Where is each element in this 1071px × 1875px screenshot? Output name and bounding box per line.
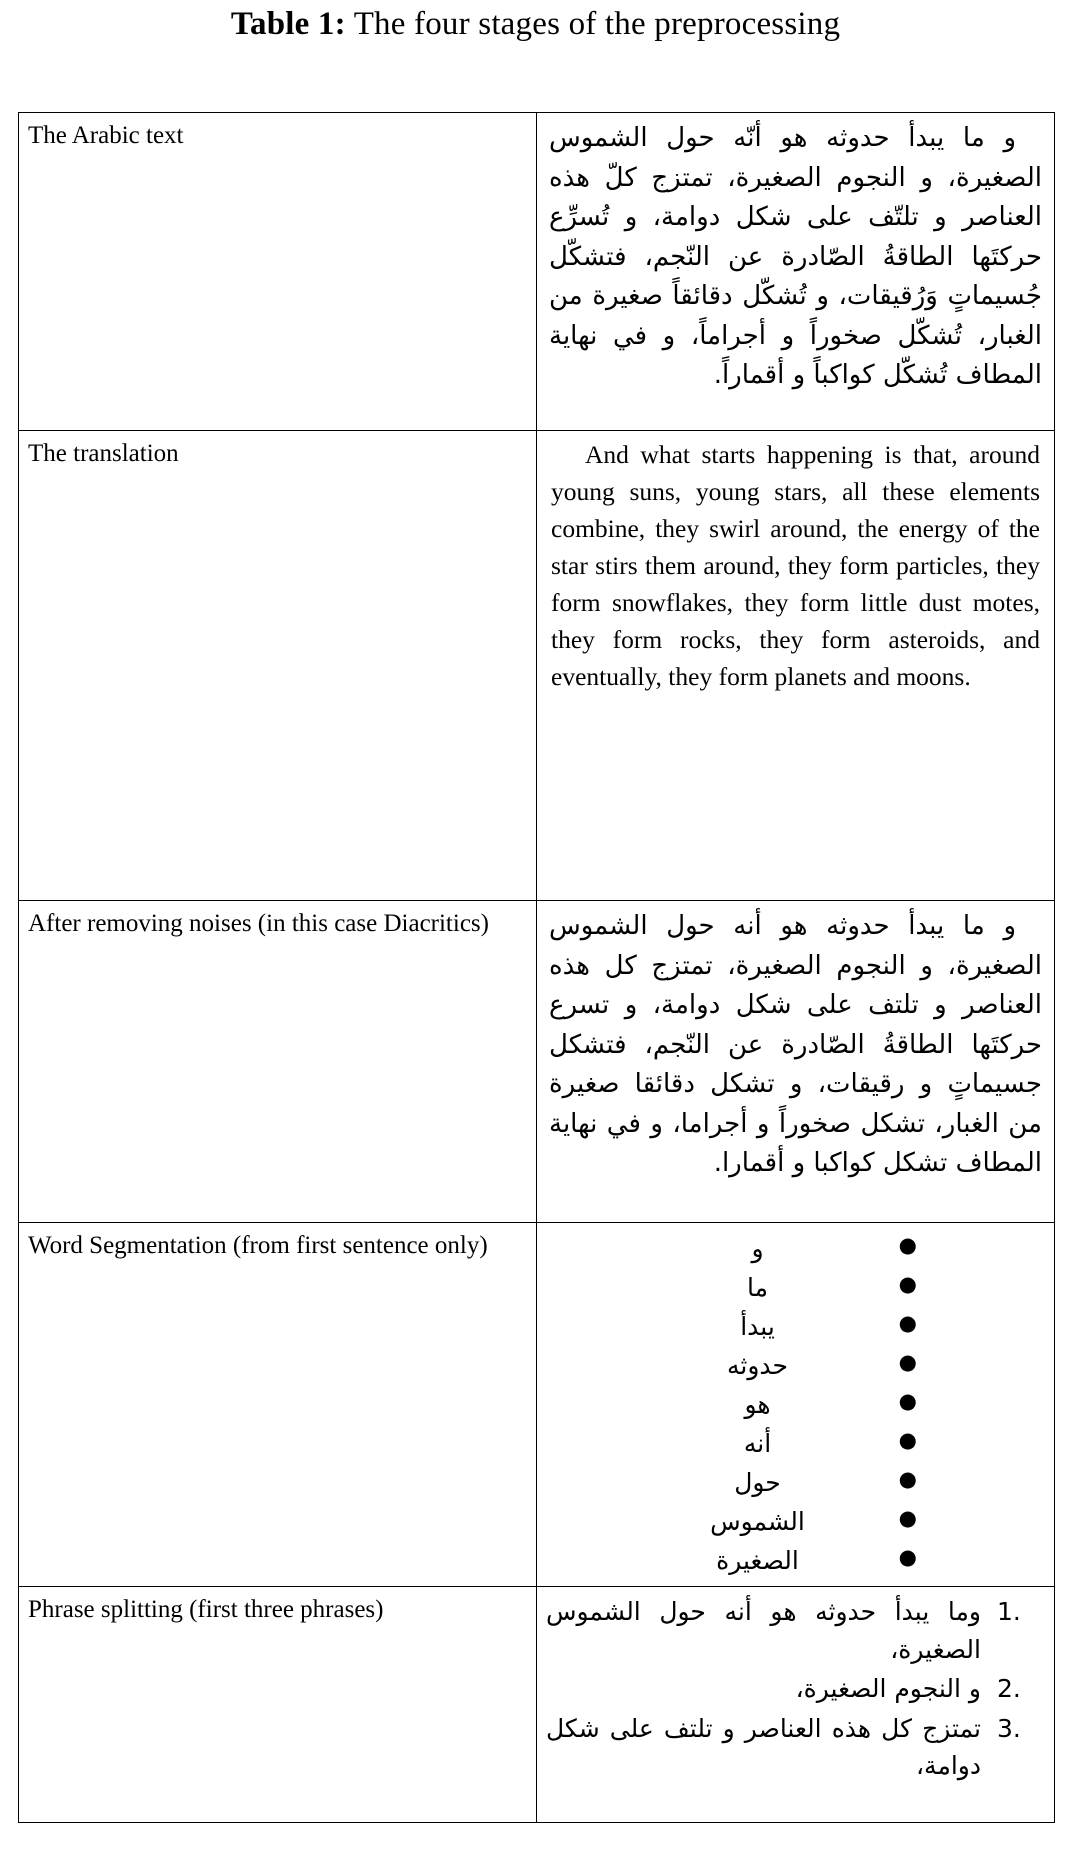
list-item-number: 1. xyxy=(997,1597,1021,1626)
row-value-arabic-text xyxy=(537,113,1055,431)
phrase-splitting-list xyxy=(546,1593,1045,1785)
table-row xyxy=(19,901,1055,1223)
word-segmentation-list xyxy=(546,1229,1045,1580)
list-item-label: الشموس xyxy=(710,1507,805,1536)
list-item-number: 3. xyxy=(997,1713,1021,1743)
bullet-icon: ● xyxy=(898,1311,917,1335)
arabic-source-paragraph: و ما يبدأ حدوثه هو أنّه حول الشموس الصغيرة، و النجوم الصغيرة، تمتزج كلّ هذه العناصر و تلتّف على شكل دوامة، و تُسرِّع حركتَها الطاقةُ الصّادرة عن النّجم، فتشكّل جُسيماتٍ وَرُقيقات، و تُشكّل دقائقاً صغيرة من الغبار، تُشكّل صخوراً و أجراماً، و في نهاية المطاف تُشكّل كواكباً و أقماراً. xyxy=(549,123,1042,391)
list-item xyxy=(546,1593,1045,1668)
row-value-word-segmentation xyxy=(537,1223,1055,1587)
bullet-icon: ● xyxy=(898,1428,917,1452)
row-label-after-removing-noises: After removing noises (in this case Diacritics) xyxy=(19,901,537,1223)
list-item-number: 2. xyxy=(997,1674,1021,1703)
caption-label: Table 1: xyxy=(230,6,346,42)
bullet-icon: ● xyxy=(898,1350,917,1374)
list-item xyxy=(546,1670,1045,1708)
row-value-phrase-splitting xyxy=(537,1587,1055,1823)
list-item-label: أنه xyxy=(743,1429,772,1458)
list-item xyxy=(546,1710,1045,1785)
table-container xyxy=(18,112,1054,1823)
list-item-label: هو xyxy=(744,1390,771,1419)
list-item-label: يبدأ xyxy=(740,1312,775,1341)
list-item xyxy=(546,1346,1045,1385)
list-item-label: و النجوم الصغيرة، xyxy=(795,1674,981,1703)
bullet-icon: ● xyxy=(898,1272,917,1296)
row-label-word-segmentation: Word Segmentation (from first sentence only) xyxy=(19,1223,537,1587)
list-item xyxy=(546,1502,1045,1541)
bullet-icon: ● xyxy=(898,1233,917,1257)
translation-paragraph: And what starts happening is that, around young suns, young stars, all these elements combine, they swirl around, the energy of the star stirs them around, they form particles, they form snowflakes, they form little dust motes, they form rocks, they form asteroids, and eventually, they form planets and moons. xyxy=(551,440,1040,691)
list-item-label: حول xyxy=(734,1468,781,1497)
caption-text: The four stages of the preprocessing xyxy=(353,6,841,42)
list-item xyxy=(546,1424,1045,1463)
list-item xyxy=(546,1385,1045,1424)
bullet-icon: ● xyxy=(898,1467,917,1491)
table-caption xyxy=(0,0,1071,52)
list-item-label: و xyxy=(751,1234,764,1263)
preprocessing-stages-table xyxy=(18,112,1055,1823)
list-item-label: تمتزج كل هذه العناصر و تلتف على شكل دوامة، xyxy=(546,1713,981,1780)
row-value-after-removing-noises xyxy=(537,901,1055,1223)
table-row xyxy=(19,113,1055,431)
arabic-clean-paragraph: و ما يبدأ حدوثه هو أنه حول الشموس الصغيرة، و النجوم الصغيرة، تمتزج كل هذه العناصر و تلتف على شكل دوامة، و تسرع حركتَها الطاقةُ الصّادرة عن النّجم، فتشكل جسيماتٍ و رقيقات، و تشكل دقائقا صغيرة من الغبار، تشكل صخوراً و أجراما، و في نهاية المطاف تشكل كواكبا و أقمارا. xyxy=(549,911,1042,1179)
list-item-label: الصغيرة xyxy=(716,1546,799,1575)
list-item-label: حدوثه xyxy=(726,1351,788,1380)
list-item xyxy=(546,1463,1045,1502)
row-label-phrase-splitting: Phrase splitting (first three phrases) xyxy=(19,1587,537,1823)
bullet-icon: ● xyxy=(898,1506,917,1530)
list-item xyxy=(546,1229,1045,1268)
list-item-label: ما xyxy=(746,1273,768,1302)
table-row xyxy=(19,1587,1055,1823)
row-label-arabic-text: The Arabic text xyxy=(19,113,537,431)
list-item xyxy=(546,1541,1045,1580)
table-row xyxy=(19,431,1055,901)
list-item-label: وما يبدأ حدوثه هو أنه حول الشموس الصغيرة، xyxy=(546,1597,981,1664)
row-value-translation xyxy=(537,431,1055,901)
table-row xyxy=(19,1223,1055,1587)
bullet-icon: ● xyxy=(898,1389,917,1413)
list-item xyxy=(546,1307,1045,1346)
list-item xyxy=(546,1268,1045,1307)
bullet-icon: ● xyxy=(898,1545,917,1569)
row-label-translation: The translation xyxy=(19,431,537,901)
